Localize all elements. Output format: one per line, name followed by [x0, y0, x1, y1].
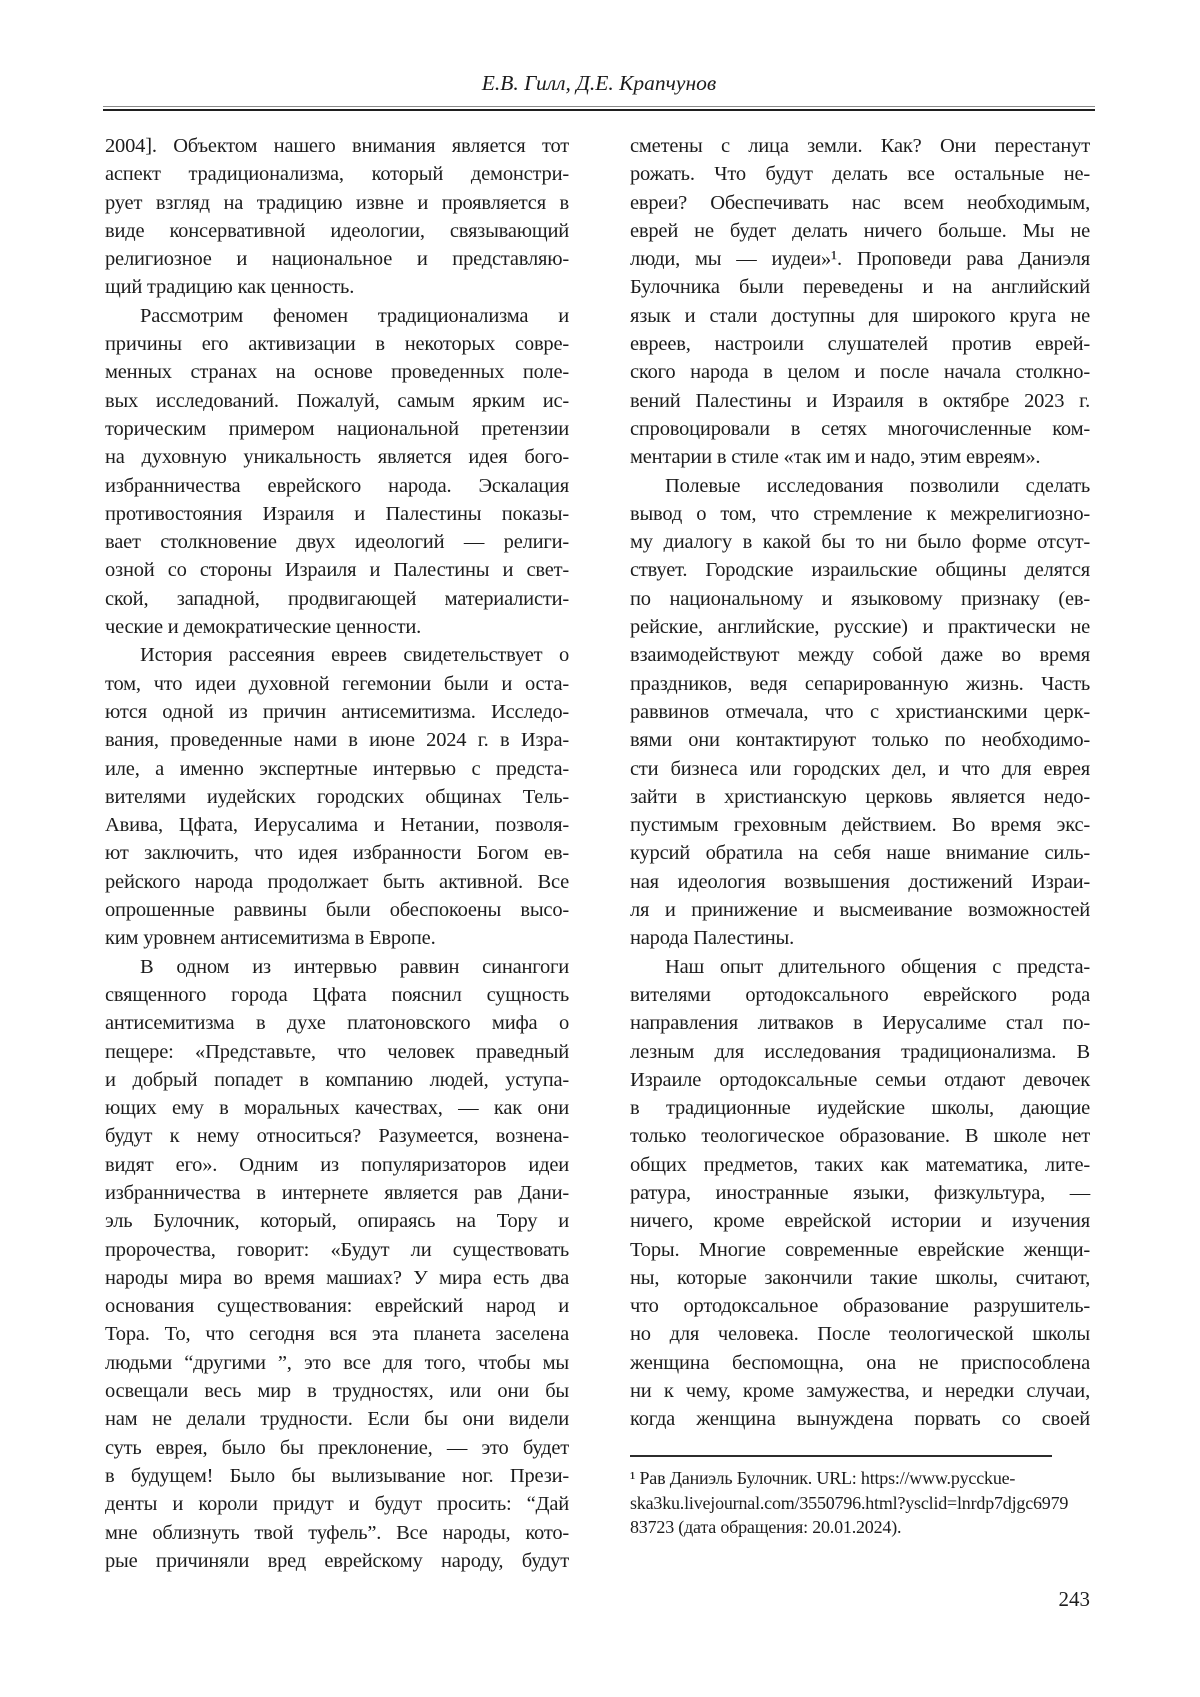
text-line: Торы. Многие современные еврейские женщи- [630, 1238, 1090, 1261]
footnote-line: ¹ Рав Даниэль Булочник. URL: https://www.pycckue- [630, 1468, 1016, 1488]
text-line: ющих ему в моральных качествах, — как они [105, 1097, 569, 1120]
text-line: эль Булочник, который, опираясь на Тору и [105, 1210, 569, 1233]
text-line: виде консервативной идеологии, связывающий [105, 219, 569, 242]
text-line: рейские, английские, русские) и практически не [630, 616, 1090, 639]
text-line: ким уровнем антисемитизма в Европе. [105, 927, 436, 950]
text-line: в будущем! Было бы вылизывание ног. Прези- [105, 1464, 569, 1487]
text-line: что ортодоксальное образование разрушитель- [630, 1295, 1090, 1318]
text-line: спровоцировали в сетях многочисленные ком- [630, 417, 1090, 440]
text-line: ют заключить, что идея избранности Богом ев- [105, 842, 569, 865]
text-line: избранничества в интернете является рав Дани- [105, 1181, 569, 1204]
header-authors: Е.В. Гилл, Д.Е. Крапчунов [481, 71, 717, 95]
text-line: будут к нему относиться? Разумеется, вознена- [105, 1125, 569, 1148]
text-line: Рассмотрим феномен традиционализма и [140, 304, 569, 327]
text-line: рые причиняли вред еврейскому народу, будут [105, 1549, 569, 1572]
text-line: видят его». Одним из популяризаторов идеи [105, 1153, 569, 1176]
text-line: ствует. Городские израильские общины делятся [630, 559, 1090, 582]
text-line: опрошенные раввины были обеспокоены высо- [105, 899, 569, 922]
text-line: пещере: «Представьте, что человек праведный [105, 1040, 569, 1063]
text-line: и добрый попадет в компанию людей, уступа- [105, 1068, 569, 1091]
text-line: евреи? Обеспечивать нас всем необходимым, [630, 191, 1090, 214]
text-line: В одном из интервью раввин синангоги [140, 955, 569, 978]
text-line: но для человека. После теологической школы [630, 1323, 1090, 1346]
text-line: пророчества, говорит: «Будут ли существовать [105, 1238, 569, 1261]
text-line: ная идеология возвышения достижений Израи- [630, 870, 1090, 893]
text-line: ратура, иностранные языки, физкультура, — [630, 1181, 1090, 1204]
text-line: священного города Цфата пояснил сущность [105, 983, 569, 1006]
text-line: Полевые исследования позволили сделать [665, 474, 1090, 497]
text-line: 2004]. Объектом нашего внимания является тот [105, 135, 569, 157]
text-line: торическим примером национальной претензии [105, 417, 569, 440]
text-line: му диалогу в какой бы то ни было форме отсут- [630, 531, 1090, 554]
text-line: на духовную уникальность является идея бого- [105, 446, 569, 469]
text-line: История рассеяния евреев свидетельствует о [140, 644, 569, 667]
text-line: Тора. То, что сегодня вся эта планета заселена [105, 1323, 569, 1346]
footnote-line: ska3ku.livejournal.com/3550796.html?ysclid=lnrdp7djgc6979 [630, 1492, 1069, 1513]
text-line: освещали весь мир в трудностях, или они бы [105, 1380, 569, 1403]
text-line: вывод о том, что стремление к межрелигиозно- [630, 502, 1090, 525]
text-line: раввинов отмечала, что с христианскими церк- [630, 700, 1090, 723]
text-line: вителями иудейских городских общинах Тель- [105, 785, 569, 808]
text-line: ментарии в стиле «так им и надо, этим евреям». [630, 446, 1041, 469]
text-line: щий традицию как ценность. [105, 276, 355, 299]
text-line: озной со стороны Израиля и Палестины и свет- [105, 559, 569, 582]
text-line: рожать. Что будут делать все остальные не- [630, 163, 1090, 186]
text-line: ской, западной, продвигающей материалисти- [105, 587, 569, 610]
text-line: иле, а именно экспертные интервью с предста- [105, 757, 569, 780]
text-line: ского народа в целом и после начала столкно- [630, 361, 1090, 384]
text-line: ческие и демократические ценности. [105, 616, 422, 639]
text-line: причины его активизации в некоторых совре- [105, 333, 569, 356]
page-number: 243 [1058, 1587, 1090, 1611]
text-line: Израиле ортодоксальные семьи отдают девочек [630, 1068, 1090, 1091]
text-line: религиозное и национальное и представляю- [105, 248, 569, 271]
text-column-right [630, 132, 1090, 1434]
header-rule [103, 106, 1095, 111]
text-line: ничего, кроме еврейской истории и изучения [630, 1210, 1090, 1233]
text-line: курсий обратила на себя наше внимание силь- [630, 842, 1090, 865]
footnote-line: 83723 (дата обращения: 20.01.2024). [630, 1517, 902, 1537]
text-line: суть еврея, было бы преклонение, — это будет [105, 1436, 569, 1459]
text-line: когда женщина вынуждена порвать со своей [630, 1408, 1090, 1431]
text-line: мне облизнуть твой туфель”. Все народы, кото- [105, 1521, 569, 1544]
text-line: том, что идеи духовной гегемонии были и оста- [105, 672, 569, 695]
text-line: вания, проведенные нами в июне 2024 г. в Изра- [105, 729, 569, 752]
text-line: еврей не будет делать ничего больше. Мы не [630, 219, 1090, 242]
text-line: основания существования: еврейский народ и [105, 1295, 569, 1318]
text-line: избранничества еврейского народа. Эскалация [105, 474, 569, 497]
text-line: ны, которые закончили такие школы, считают, [630, 1266, 1090, 1289]
text-line: вями они контактируют только по необходимо- [630, 729, 1090, 752]
text-line: рейского народа продолжает быть активной. Все [105, 870, 569, 893]
footnote-lines [630, 1466, 1090, 1540]
footnote-separator [630, 1455, 1052, 1457]
text-line: народа Палестины. [630, 927, 795, 950]
text-line: аспект традиционализма, который демонстри- [105, 163, 569, 186]
text-line: Наш опыт длительного общения с предста- [665, 955, 1090, 978]
text-column-left [105, 132, 569, 1575]
text-line: ются одной из причин антисемитизма. Исследо- [105, 700, 569, 723]
text-line: лезным для исследования традиционализма. В [630, 1040, 1090, 1063]
text-line: люди, мы — иудеи»¹. Проповеди рава Даниэля [630, 248, 1090, 271]
text-line: взаимодействуют между собой даже во время [630, 644, 1090, 667]
text-line: сти бизнеса или городских дел, и что для еврея [630, 757, 1090, 780]
text-line: вых исследований. Пожалуй, самым ярким ис- [105, 389, 569, 412]
text-line: вений Палестины и Израиля в октябре 2023 г. [630, 389, 1090, 412]
text-line: по национальному и языковому признаку (ев- [630, 587, 1090, 610]
text-line: пустимым греховным действием. Во время экс- [630, 814, 1090, 837]
text-line: ля и принижение и высмеивание возможностей [630, 899, 1090, 922]
text-line: нам не делали трудности. Если бы они видели [105, 1408, 569, 1431]
text-line: вителями ортодоксального еврейского рода [630, 983, 1090, 1006]
text-line: в традиционные иудейские школы, дающие [630, 1097, 1090, 1120]
text-line: праздников, ведя сепарированную жизнь. Часть [630, 672, 1090, 695]
text-line: Булочника были переведены и на английский [630, 276, 1090, 299]
text-line: направления литваков в Иерусалиме стал по- [630, 1012, 1090, 1035]
text-line: рует взгляд на традицию извне и проявляется в [105, 191, 569, 214]
text-line: противостояния Израиля и Палестины показы- [105, 502, 569, 525]
text-line: менных странах на основе проведенных поле- [105, 361, 569, 384]
text-line: только теологическое образование. В школе нет [630, 1125, 1090, 1148]
text-line: зайти в христианскую церковь является недо- [630, 785, 1090, 808]
text-line: общих предметов, таких как математика, лите- [630, 1153, 1090, 1176]
text-line: язык и стали доступны для широкого круга не [630, 304, 1090, 327]
text-line: денты и короли придут и будут просить: “Дай [105, 1493, 569, 1516]
text-line: евреев, настроили слушателей против еврей- [630, 333, 1090, 356]
text-line: антисемитизма в духе платоновского мифа о [105, 1012, 569, 1035]
text-line: Авива, Цфата, Иерусалима и Нетании, позволя- [105, 814, 569, 837]
text-line: вает столкновение двух идеологий — религи- [105, 531, 569, 554]
text-line: ни к чему, кроме замужества, и нередки случаи, [630, 1380, 1090, 1403]
text-line: женщина беспомощна, она не приспособлена [630, 1351, 1090, 1374]
footnote [630, 1455, 1090, 1540]
text-line: людьми “другими ”, это все для того, чтобы мы [105, 1351, 569, 1374]
text-line: сметены с лица земли. Как? Они перестанут [630, 135, 1090, 157]
text-line: народы мира во время машиах? У мира есть два [105, 1266, 569, 1289]
